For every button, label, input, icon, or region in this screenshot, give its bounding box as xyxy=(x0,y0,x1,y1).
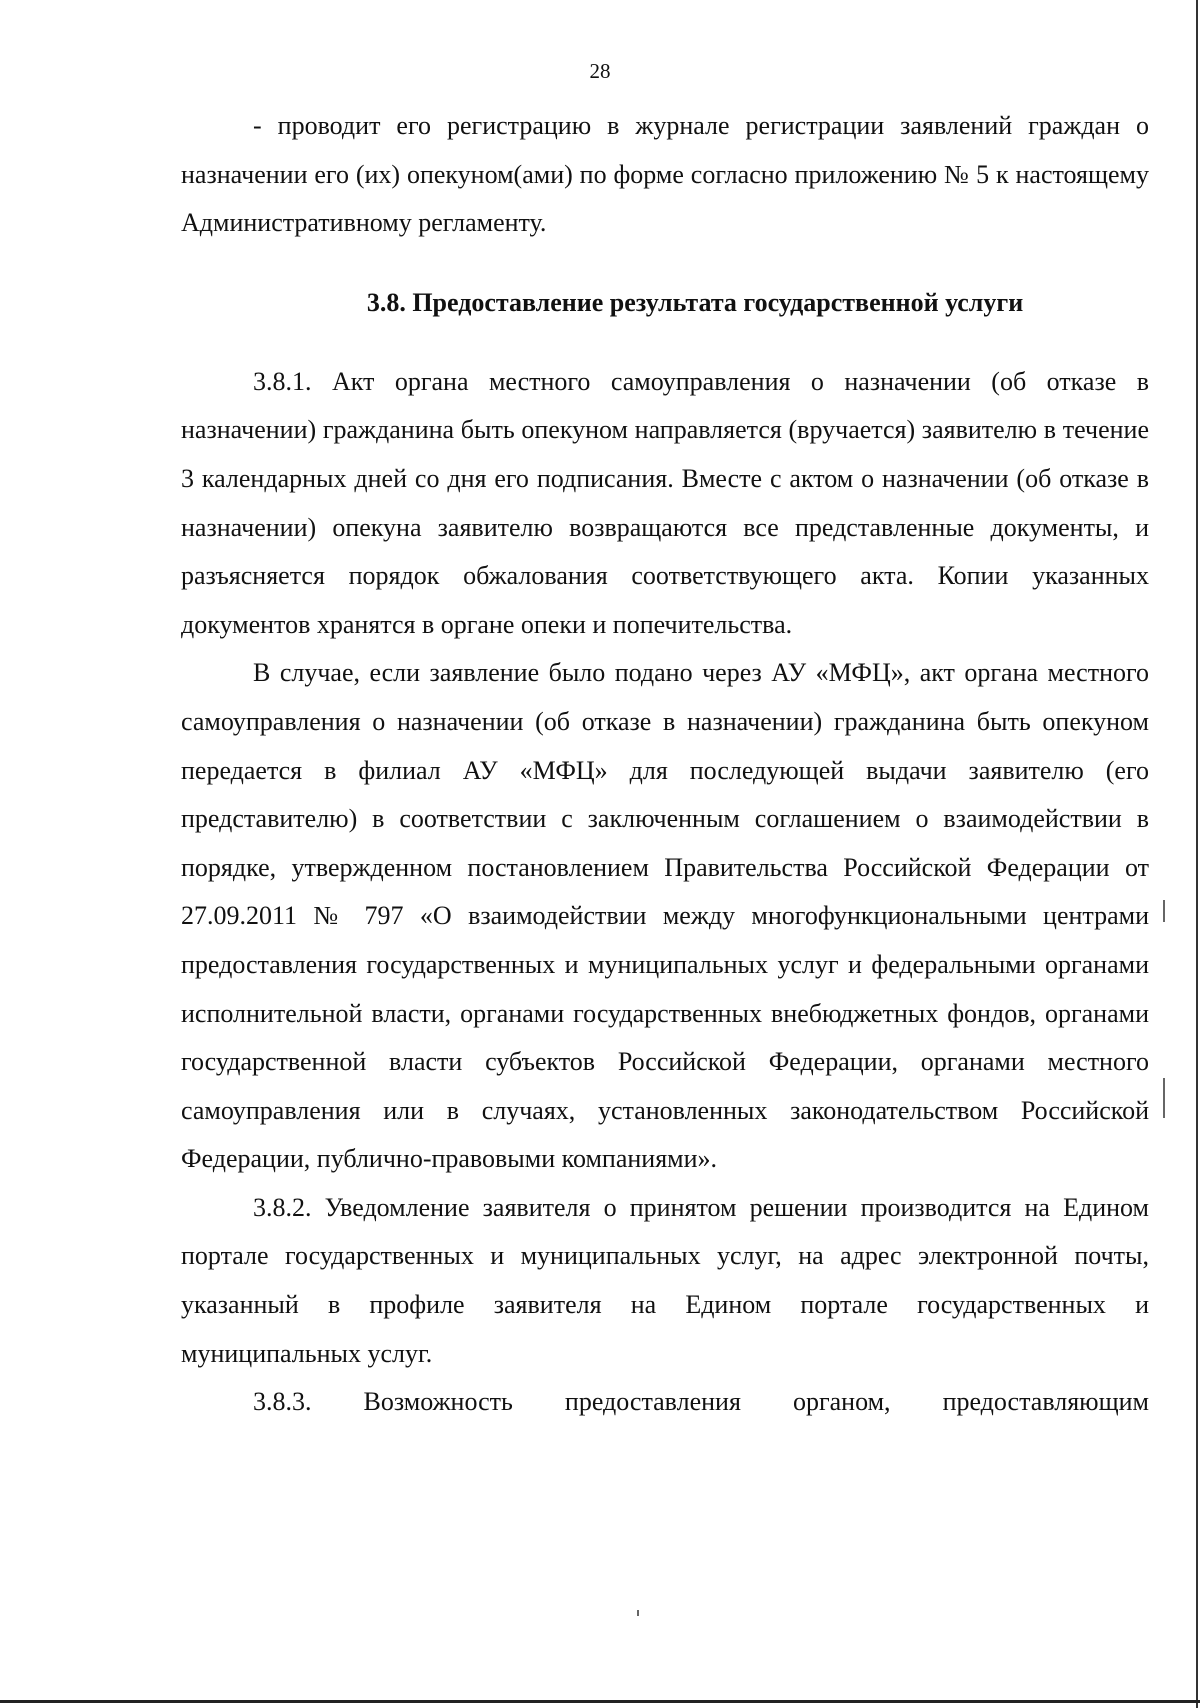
paragraph-3-8-1: 3.8.1. Акт органа местного самоуправления о назначении (об отказе в назначении) гражданина быть опекуном направляется (вручается) заявителю в течение 3 календарных дней со дня его подписания. Вместе с актом о назначении (об отказе в назначении) опекуна заявителю возвращаются все представленные документы, и разъясняется порядок обжалования соответствующего акта. Копии указанных документов хранятся в органе опеки и попечительства. xyxy=(181,366,1149,639)
paragraph-registration-tail: - проводит его регистрацию в журнале регистрации заявлений граждан о назначении его (их) опекуном(ами) по форме согласно приложению № 5 к настоящему Административному регламенту. xyxy=(181,111,1149,238)
scan-artifact-mark xyxy=(1163,1078,1165,1118)
scan-bottom-edge xyxy=(0,1700,1200,1703)
paragraph-3-8-3-start: 3.8.3. Возможность предоставления органом, предоставляющим xyxy=(253,1387,1149,1417)
scan-right-edge xyxy=(1196,0,1198,1708)
scan-artifact-mark xyxy=(1163,900,1165,922)
scan-artifact-mark xyxy=(637,1610,639,1616)
document-body xyxy=(181,102,1149,1427)
section-heading-3-8: 3.8. Предоставление результата государственной услуги xyxy=(366,287,1024,317)
paragraph-mfc-case: В случае, если заявление было подано через АУ «МФЦ», акт органа местного самоуправления о назначении (об отказе в назначении) гражданина быть опекуном передается в филиал АУ «МФЦ» для последующей выдачи заявителю (его представителю) в соответствии с заключенным соглашением о взаимодействии в порядке, утвержденном постановлением Правительства Российской Федерации от 27.09.2011 № 797 «О взаимодействии между многофункциональными центрами предоставления государственных и муниципальных услуг и федеральными органами исполнительной власти, органами государственных внебюджетных фондов, органами государственной власти субъектов Российской Федерации, органами местного самоуправления или в случаях, установленных законодательством Российской Федерации, публично-правовыми компаниями». xyxy=(181,658,1149,1174)
paragraph-3-8-2: 3.8.2. Уведомление заявителя о принятом решении производится на Едином портале государственных и муниципальных услуг, на адрес электронной почты, указанный в профиле заявителя на Едином портале государственных и муниципальных услуг. xyxy=(181,1192,1149,1368)
page-number: 28 xyxy=(589,59,611,83)
